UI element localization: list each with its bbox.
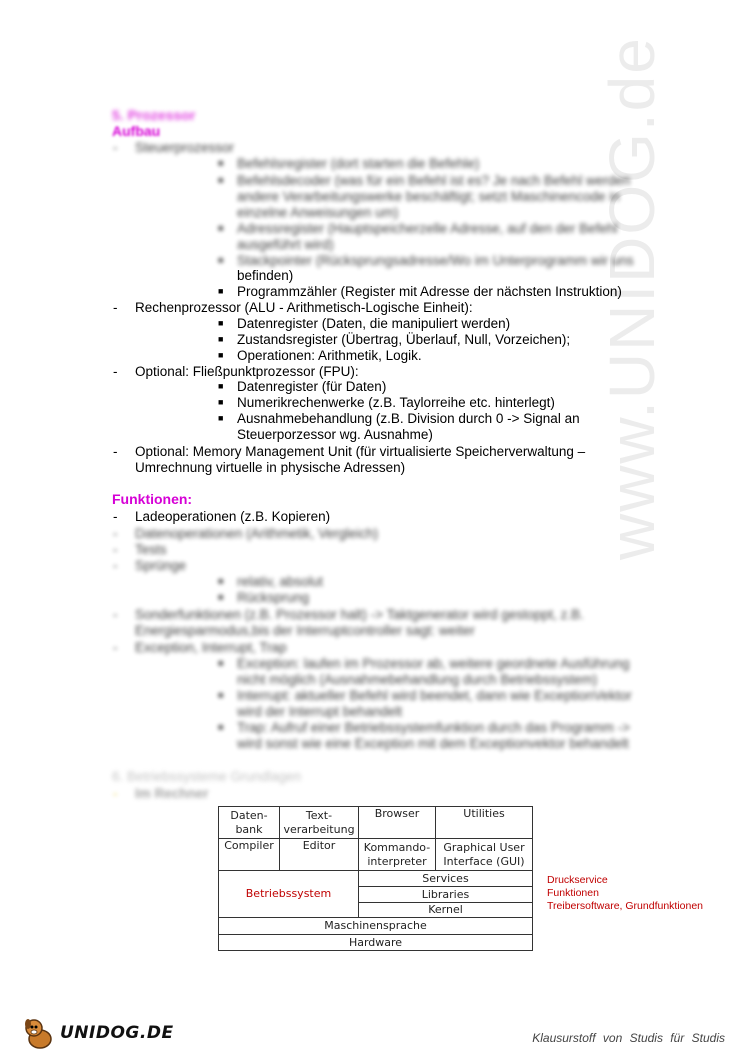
cell-kommandointerpreter: Kommando- interpreter	[358, 838, 436, 871]
cell-services: Services	[358, 870, 533, 887]
dash: -	[113, 640, 118, 655]
cell-utilities: Utilities	[435, 806, 533, 839]
cell-editor: Editor	[279, 838, 359, 871]
bullet: ■	[218, 576, 224, 586]
list-item: Ladeoperationen (z.B. Kopieren)	[135, 509, 331, 524]
list-item: Interrupt: aktueller Befehl wird beendet, dann wie ExceptionVektor	[237, 688, 632, 703]
list-item: ausgeführt wird)	[237, 237, 334, 252]
cell-datenbank: Daten- bank	[218, 806, 280, 839]
list-item: Befehlsdecoder (was für ein Befehl ist es? Je nach Befehl werden	[237, 173, 631, 188]
list-item: Programmzähler (Register mit Adresse der nächsten Instruktion)	[237, 284, 622, 299]
cell-maschinensprache: Maschinensprache	[218, 917, 533, 935]
dash: -	[113, 509, 118, 524]
list-item: Befehlsregister (dort starten die Befehle)	[237, 156, 480, 171]
list-item: Optional: Memory Management Unit (für virtualisierte Speicherverwaltung –	[135, 444, 586, 459]
list-item: Exception: laufen im Prozessor ab, weitere geordnete Ausführung	[237, 656, 630, 671]
cell-gui: Graphical User Interface (GUI)	[435, 838, 533, 871]
dash: -	[113, 140, 118, 155]
os-architecture-table	[218, 806, 533, 951]
legend-druckservice: Druckservice	[547, 874, 608, 886]
bullet: ■	[218, 413, 224, 423]
bullet: ■	[218, 722, 224, 732]
list-item: Adressregister (Hauptspeicherzelle Adresse, auf den der Befehl	[237, 221, 618, 236]
dash: -	[113, 526, 118, 541]
bullet: ■	[218, 381, 224, 391]
dash: -	[113, 364, 118, 379]
list-item: wird sonst wie eine Exception mit dem Exceptionvektor behandelt	[237, 736, 629, 751]
aufbau-title: Aufbau	[112, 123, 161, 139]
list-item: relativ, absolut	[237, 574, 324, 589]
list-item: Numerikrechenwerke (z.B. Taylorreihe etc. hinterlegt)	[237, 395, 555, 410]
list-item: Sprünge	[135, 558, 187, 573]
section6-title: 6. Betriebssysteme Grundlagen	[112, 769, 302, 784]
list-item: einzelne Anweisungen um)	[237, 205, 399, 220]
dash: -	[113, 444, 118, 459]
bullet: ■	[218, 175, 224, 185]
list-item: Tests	[135, 542, 167, 557]
bullet: ■	[218, 158, 224, 168]
list-item: Energiesparmodus,bis der Interruptcontroller sagt: weiter	[135, 623, 475, 638]
list-item: befinden)	[237, 268, 294, 283]
footer-tagline: Klausurstoff von Studis für Studis	[532, 1031, 725, 1045]
list-item: Datenregister (Daten, die manipuliert werden)	[237, 316, 511, 331]
funktionen-title: Funktionen:	[112, 491, 193, 507]
list-item: Datenoperationen (Arithmetik, Vergleich)	[135, 526, 379, 541]
section-title: 5. Prozessor	[112, 107, 196, 123]
bullet: ■	[218, 592, 224, 602]
list-item: Umrechnung virtuelle in physische Adressen)	[135, 460, 406, 475]
dash: -	[113, 558, 118, 573]
cell-compiler: Compiler	[218, 838, 280, 871]
list-item: Datenregister (für Daten)	[237, 379, 387, 394]
list-item: nicht möglich (Ausnahmebehandlung durch Betriebssystem)	[237, 672, 598, 687]
dash: -	[113, 607, 118, 622]
list-item: Exception, Interrupt, Trap	[135, 640, 287, 655]
list-item: Rechenprozessor (ALU - Arithmetisch-Logische Einheit):	[135, 300, 473, 315]
bullet: ■	[218, 690, 224, 700]
list-item: Rücksprung	[237, 590, 310, 605]
dog-icon	[22, 1015, 58, 1051]
list-item: andere Verarbeitungswerke beschäftigt; setzt Maschinencode in	[237, 189, 620, 204]
bullet: ■	[218, 286, 224, 296]
list-item: Trap: Aufruf einer Betriebssystemfunktion durch das Programm ->	[237, 720, 631, 735]
list-item: Operationen: Arithmetik, Logik.	[237, 348, 422, 363]
unidog-logo	[22, 1015, 174, 1051]
list-item: Stackpointer (Rücksprungsadresse/Wo im Unterprogramm wir uns	[237, 253, 634, 268]
list-item: Steuerporzessor wg. Ausnahme)	[237, 427, 433, 442]
dash: -	[113, 300, 118, 315]
dash: -	[113, 542, 118, 557]
legend-funktionen: Funktionen	[547, 887, 599, 899]
bullet: ■	[218, 350, 224, 360]
bullet: ■	[218, 658, 224, 668]
dash: -	[113, 786, 118, 801]
cell-betriebssystem: Betriebssystem	[218, 870, 359, 918]
cell-kernel: Kernel	[358, 902, 533, 918]
cell-browser: Browser	[358, 806, 436, 839]
list-item: Optional: Fließpunktprozessor (FPU):	[135, 364, 359, 379]
bullet: ■	[218, 223, 224, 233]
bullet: ■	[218, 334, 224, 344]
logo-text: UNIDOG.DE	[60, 1023, 174, 1043]
cell-hardware: Hardware	[218, 934, 533, 951]
legend-treibersoftware: Treibersoftware, Grundfunktionen	[547, 900, 704, 912]
watermark: www.UNIDOG.de	[596, 36, 668, 560]
bullet: ■	[218, 397, 224, 407]
im-rechner: Im Rechner	[135, 786, 209, 801]
list-item: wird der Interrupt behandelt	[237, 704, 403, 719]
list-item: Zustandsregister (Übertrag, Überlauf, Null, Vorzeichen);	[237, 332, 571, 347]
bullet: ■	[218, 255, 224, 265]
list-item: Steuerprozessor	[135, 140, 235, 155]
bullet: ■	[218, 318, 224, 328]
cell-libraries: Libraries	[358, 886, 533, 903]
list-item: Ausnahmebehandlung (z.B. Division durch 0 -> Signal an	[237, 411, 580, 426]
list-item: Sonderfunktionen (z.B. Prozessor halt) -> Taktgenerator wird gestoppt, z.B.	[135, 607, 584, 622]
cell-textverarbeitung: Text- verarbeitung	[279, 806, 359, 839]
